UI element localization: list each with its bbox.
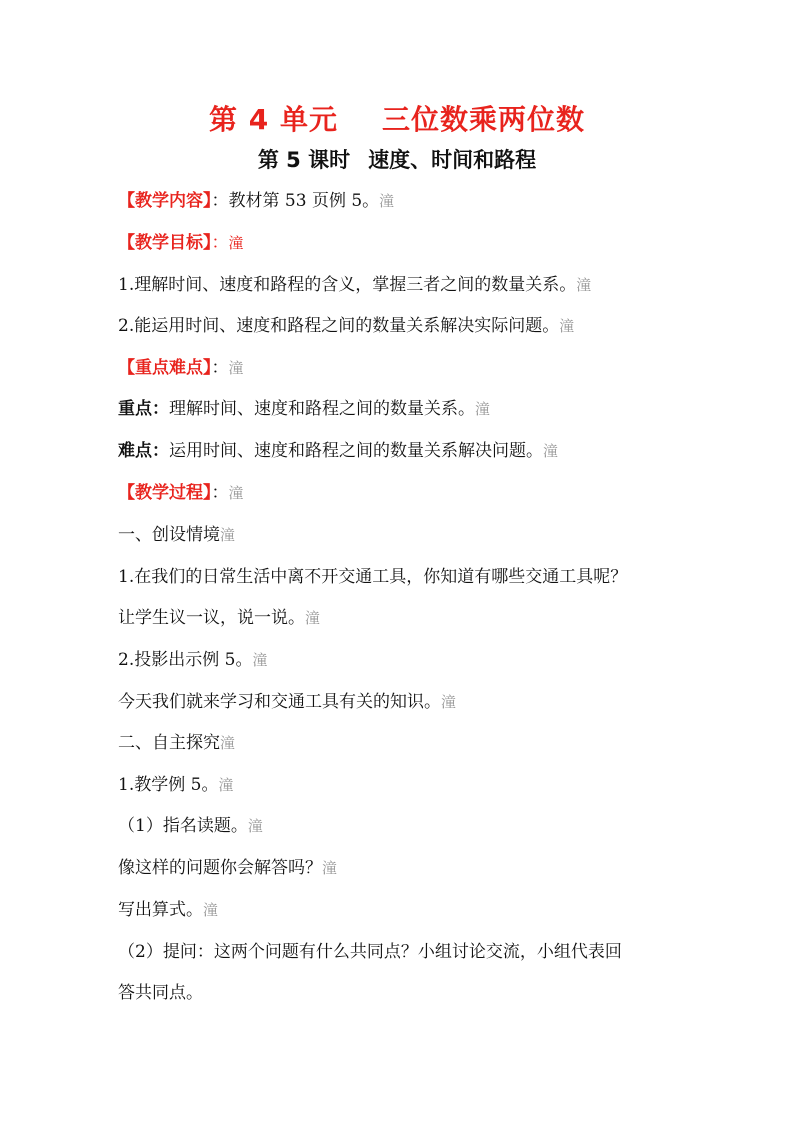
paragraph-mark: 潼	[220, 526, 236, 544]
process-heading-line	[118, 480, 688, 506]
lesson-topic: 速度、时间和路程	[368, 148, 537, 172]
key-point-line	[118, 396, 688, 422]
paragraph-mark: 潼	[218, 776, 234, 794]
process-line	[118, 647, 688, 673]
process-text: 1.教学例 5。	[118, 775, 219, 795]
process-text: 今天我们就来学习和交通工具有关的知识。	[118, 692, 441, 712]
objective-text: 1.理解时间、速度和路程的含义，掌握三者之间的数量关系。	[118, 275, 577, 295]
process-text: 答共同点。	[118, 983, 203, 1003]
paragraph-mark: 潼	[228, 484, 244, 502]
paragraph-mark: 潼	[475, 400, 491, 418]
process-text: （2）提问：这两个问题有什么共同点？小组讨论交流，小组代表回	[118, 942, 622, 962]
difficult-point-line	[118, 438, 688, 464]
process-line	[118, 564, 688, 590]
process-text: 1.在我们的日常生活中离不开交通工具，你知道有哪些交通工具呢？	[118, 567, 628, 587]
process-line	[118, 522, 688, 548]
unit-number: 第 4 单元	[209, 103, 338, 136]
paragraph-mark: 潼	[247, 817, 263, 835]
paragraph-mark: 潼	[252, 651, 268, 669]
process-text: 写出算式。	[118, 900, 203, 920]
process-line	[118, 605, 688, 631]
process-line	[118, 897, 688, 923]
difficult-point-text: 运用时间、速度和路程之间的数量关系解决问题。	[169, 441, 543, 461]
process-text: 像这样的问题你会解答吗？	[118, 858, 322, 878]
lesson-title	[0, 144, 794, 174]
process-line	[118, 939, 688, 965]
unit-title	[0, 98, 794, 138]
process-line	[118, 689, 688, 715]
process-line	[118, 772, 688, 798]
paragraph-mark: 潼	[441, 693, 457, 711]
unit-name: 三位数乘两位数	[381, 103, 585, 136]
process-text: 一、创设情境	[118, 525, 220, 545]
paragraph-mark: 潼	[203, 901, 219, 919]
process-text: 让学生议一议，说一说。	[118, 608, 305, 628]
objectives-colon: ：	[211, 233, 229, 253]
paragraph-mark: 潼	[228, 234, 244, 252]
process-line	[118, 813, 688, 839]
content-text: 教材第 53 页例 5。	[228, 191, 380, 211]
content-colon: ：	[211, 191, 229, 211]
process-text: 二、自主探究	[118, 733, 220, 753]
process-text: 2.投影出示例 5。	[118, 650, 253, 670]
paragraph-mark: 潼	[559, 317, 575, 335]
keypoints-heading: 【重点难点】	[118, 358, 212, 378]
process-colon: ：	[211, 483, 229, 503]
paragraph-mark: 潼	[322, 859, 338, 877]
process-line	[118, 855, 688, 881]
content-heading: 【教学内容】	[118, 191, 212, 211]
keypoints-colon: ：	[211, 358, 229, 378]
objective-text: 2.能运用时间、速度和路程之间的数量关系解决实际问题。	[118, 316, 560, 336]
objective-item	[118, 313, 688, 339]
paragraph-mark: 潼	[220, 734, 236, 752]
content-line	[118, 188, 688, 214]
paragraph-mark: 潼	[576, 276, 592, 294]
paragraph-mark: 潼	[379, 192, 395, 210]
objective-item	[118, 272, 688, 298]
paragraph-mark: 潼	[543, 442, 559, 460]
process-line	[118, 980, 688, 1006]
key-point-label: 重点：	[118, 399, 169, 419]
objectives-heading: 【教学目标】	[118, 233, 212, 253]
difficult-point-label: 难点：	[118, 441, 169, 461]
process-text: （1）指名读题。	[118, 816, 248, 836]
objectives-heading-line	[118, 230, 688, 256]
process-line	[118, 730, 688, 756]
paragraph-mark: 潼	[228, 359, 244, 377]
paragraph-mark: 潼	[305, 609, 321, 627]
keypoints-heading-line	[118, 355, 688, 381]
lesson-number: 第 5 课时	[257, 148, 351, 172]
key-point-text: 理解时间、速度和路程之间的数量关系。	[169, 399, 475, 419]
process-heading: 【教学过程】	[118, 483, 212, 503]
